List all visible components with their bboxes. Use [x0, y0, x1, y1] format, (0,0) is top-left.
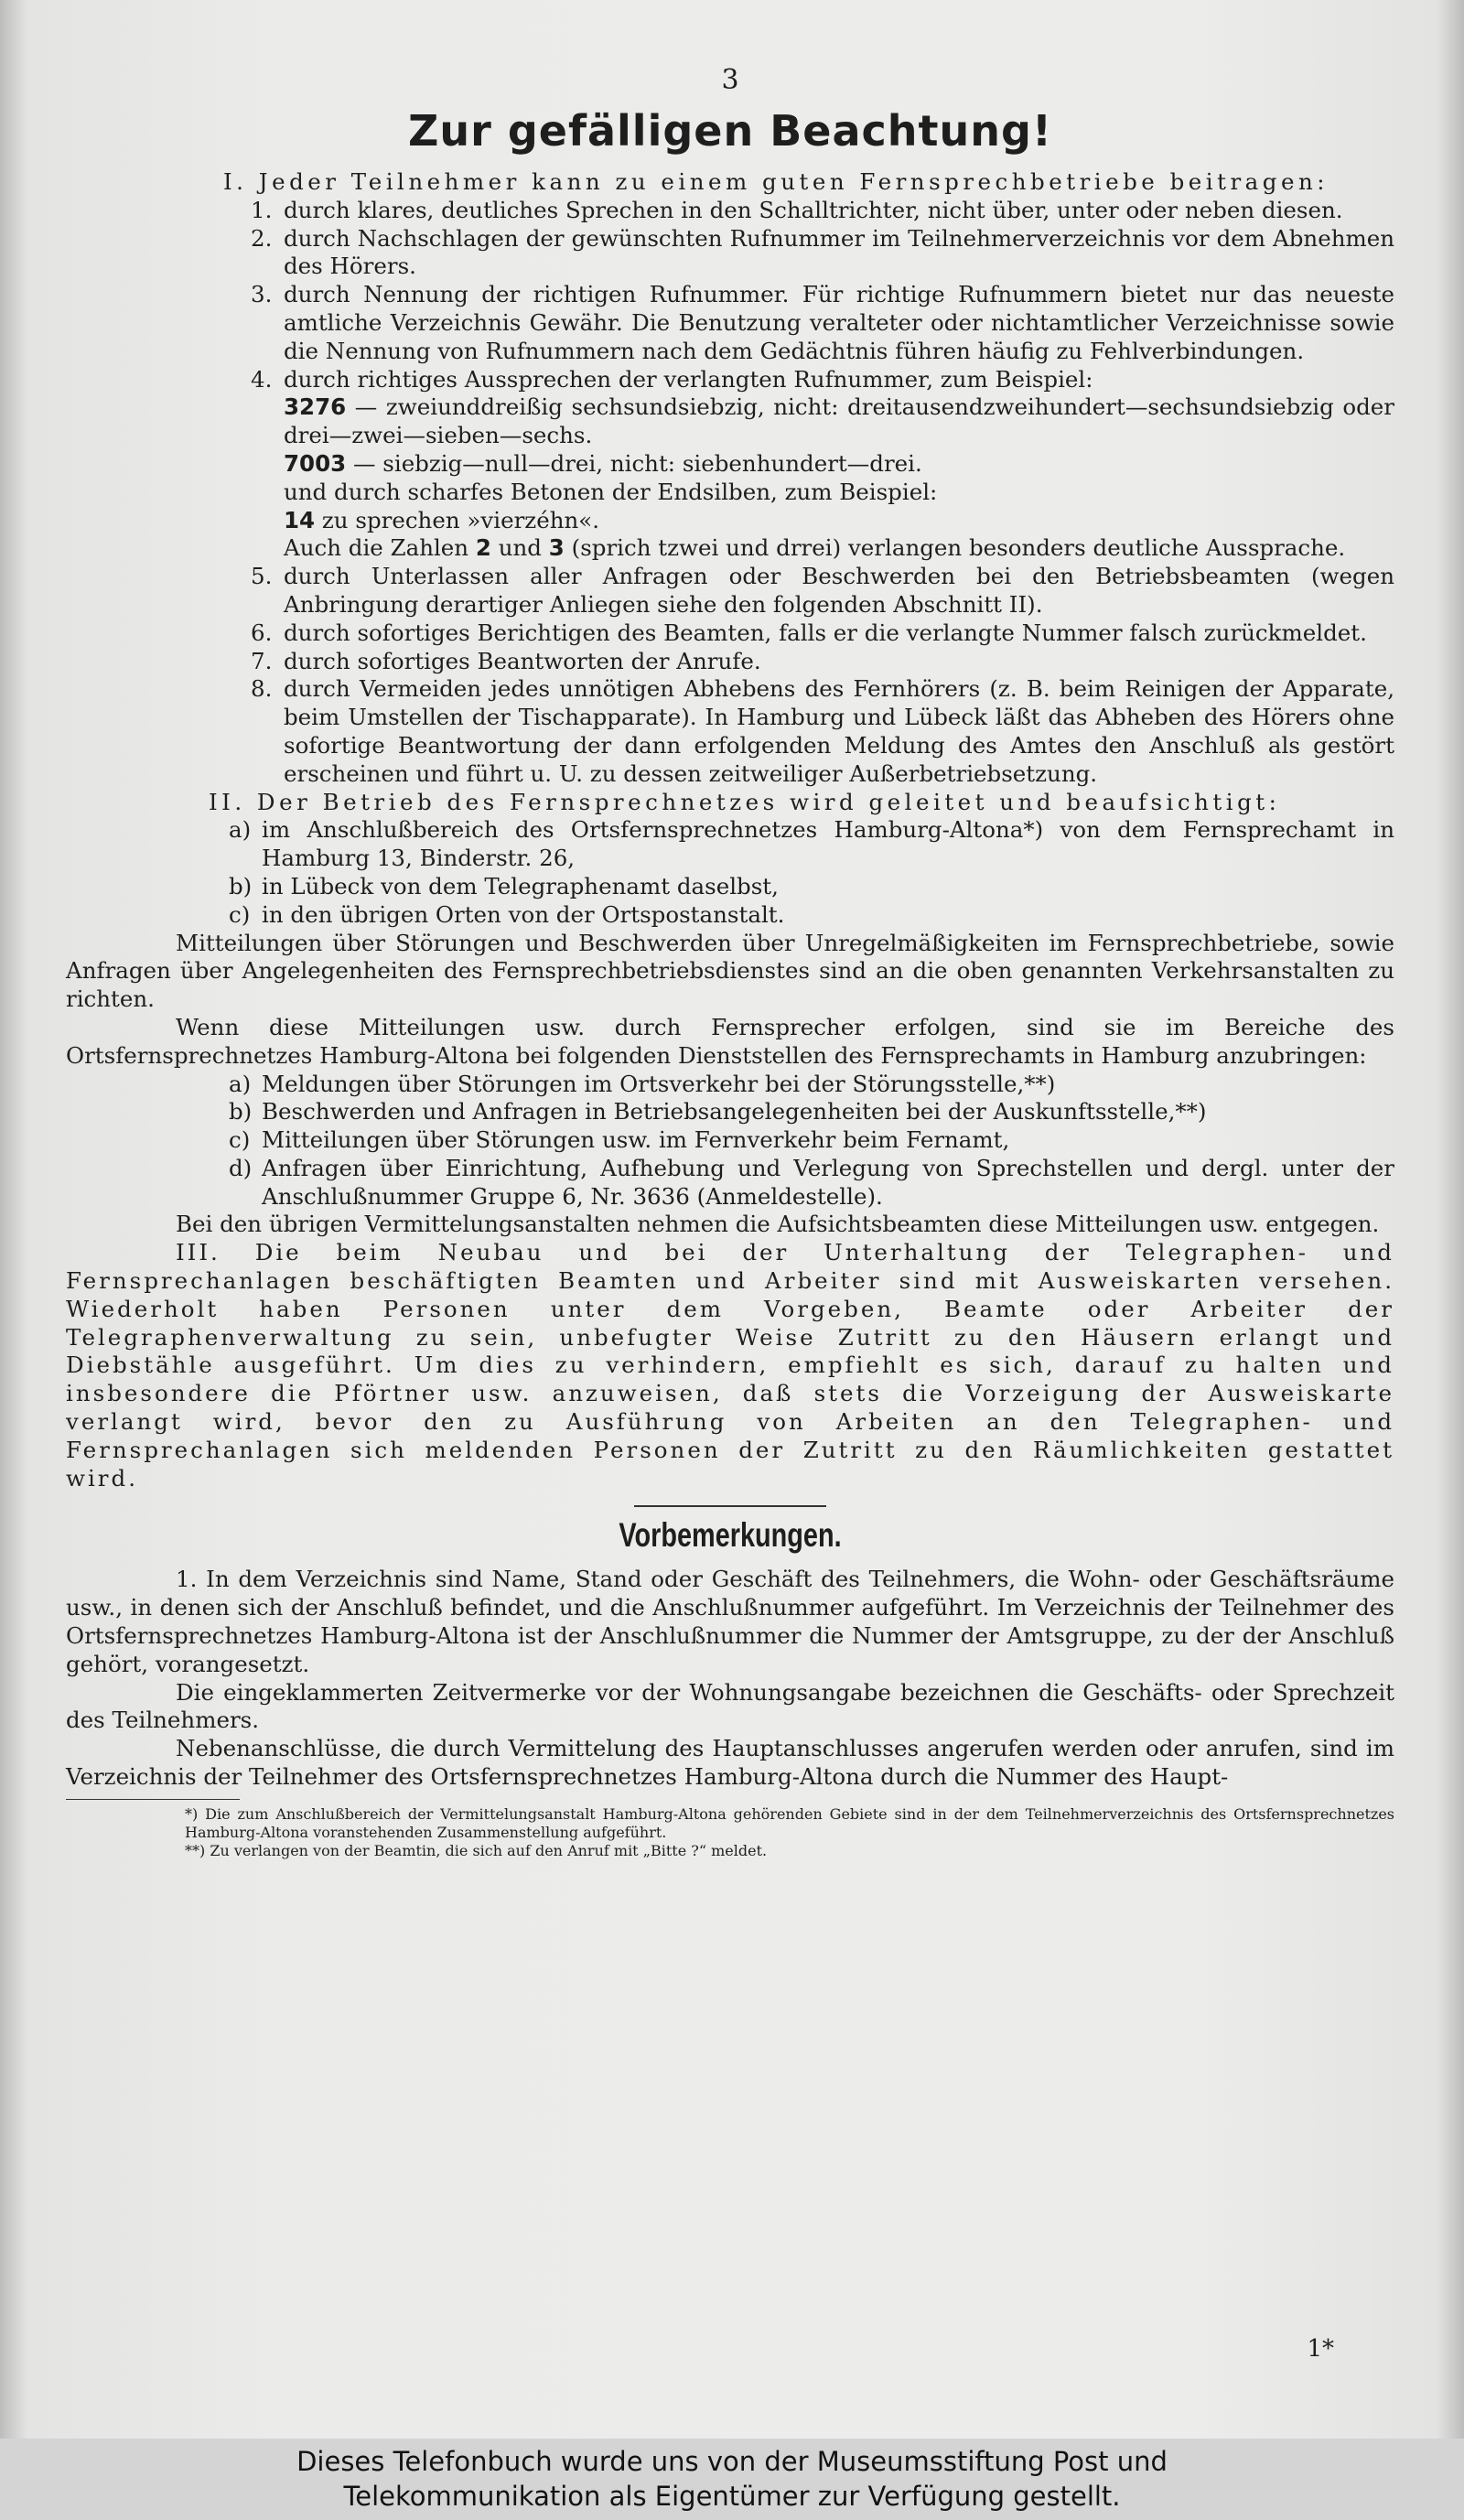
example-number: 2 — [475, 534, 491, 562]
item-text: Mitteilungen über Störungen usw. im Fernverkehr beim Fernamt, — [262, 1126, 1010, 1154]
item-text: durch richtiges Aussprechen der verlangten Rufnummer, zum Beispiel: — [284, 365, 1093, 393]
list-item — [66, 1126, 1394, 1155]
item-number: 2. — [251, 224, 273, 252]
example-text: zu sprechen »vierzéhn«. — [315, 506, 600, 533]
paragraph: Bei den übrigen Vermittelungsanstalten nehmen die Aufsichtsbeamten diese Mitteilungen usw. entgegen. — [176, 1211, 1380, 1238]
list-item — [66, 1155, 1394, 1212]
section-2 — [66, 789, 1394, 1240]
item-number: 3. — [251, 281, 273, 308]
list-item — [66, 648, 1394, 676]
list-item — [66, 197, 1394, 225]
item-text: durch Vermeiden jedes unnötigen Abhebens des Fernhörers (z. B. beim Reinigen der Apparate, beim Umstellen der Tischapparate). In Hamburg und Lübeck läßt das Abheben des Hörers ohne sofortige Beantwortung der dann erfolgenden Meldung des Amtes den Anschluß als gestört erscheinen und führt u. U. zu dessen zeitweiliger Außerbetriebsetzung. — [284, 675, 1394, 787]
example-number: 7003 — [284, 449, 347, 477]
section-1-heading: I. Jeder Teilnehmer kann zu einem guten Fernsprechbetriebe beitragen: — [223, 168, 1329, 195]
paragraph: Nebenanschlüsse, die durch Vermittelung des Hauptanschlusses angerufen werden oder anrufen, sind im Verzeichnis der Teilnehmer des Ortsfernsprechnetzes Hamburg-Altona durch die Nummer des Haupt- — [66, 1735, 1394, 1791]
vorbemerkungen — [66, 1566, 1394, 1791]
item-text: durch sofortiges Beantworten der Anrufe. — [284, 647, 761, 674]
item-letter: b) — [229, 872, 253, 899]
item-letter: c) — [229, 1126, 251, 1154]
section-3-text: III. Die beim Neubau und bei der Unterhaltung der Telegraphen- und Fernsprechanlagen beschäftigten Beamten und Arbeiter sind mit Ausweiskarten versehen. Wiederholt haben Personen unter dem Vorgeben, Beamte oder Arbeiter der Telegraphenverwaltung zu sein, unbefugter Weise Zutritt zu den Häusern erlangt und Diebstähle ausgeführt. Um dies zu verhindern, empfiehlt es sich, darauf zu halten und insbesondere die Pförtner usw. anzuweisen, daß stets die Vorzeigung der Ausweiskarte verlangt wird, bevor den zu Ausführung von Arbeiten an den Telegraphen- und Fernsprechanlagen sich meldenden Personen der Zutritt zu den Räumlichkeiten gestattet wird. — [66, 1239, 1394, 1492]
example-text: und — [490, 534, 549, 562]
list-item — [66, 281, 1394, 365]
caption-line: Telekommunikation als Eigentümer zur Verfügung gestellt. — [343, 2481, 1121, 2512]
list-item — [66, 619, 1394, 648]
item-text: Meldungen über Störungen im Ortsverkehr bei der Störungsstelle,**) — [262, 1070, 1056, 1097]
item-text: durch Unterlassen aller Anfragen oder Beschwerden bei den Betriebsbeamten (wegen Anbringung derartiger Anliegen siehe den folgenden Abschnitt II). — [284, 563, 1394, 618]
item-text: durch Nennung der richtigen Rufnummer. Für richtige Rufnummern bietet nur das neueste amtliche Verzeichnis Gewähr. Die Benutzung veralteter oder nichtamtlicher Verzeichnisse sowie die Nennung von Rufnummern nach dem Gedächtnis führen häufig zu Fehlverbindungen. — [284, 281, 1394, 364]
item-number: 6. — [251, 619, 273, 646]
item-text: durch klares, deutliches Sprechen in den Schalltrichter, nicht über, unter oder neben diesen. — [284, 196, 1343, 223]
item-number: 8. — [251, 675, 273, 703]
list-item — [66, 225, 1394, 282]
paragraph: Mitteilungen über Störungen und Beschwerden über Unregelmäßigkeiten im Fernsprechbetriebe, sowie Anfragen über Angelegenheiten des Fernsprechbetriebsdienstes sind an die oben genannten Verkehrsanstalten zu richten. — [66, 929, 1394, 1013]
item-number: 5. — [251, 563, 273, 590]
list-item — [66, 1098, 1394, 1126]
example-line: und durch scharfes Betonen der Endsilben, zum Beispiel: — [284, 478, 938, 505]
example-line — [66, 534, 1394, 563]
example-number: 3276 — [284, 393, 347, 421]
paragraph: 1. In dem Verzeichnis sind Name, Stand oder Geschäft des Teilnehmers, die Wohn- oder Geschäftsräume usw., in denen sich der Anschluß befindet, und die Anschlußnummer aufgeführt. Im Verzeichnis der Teilnehmer des Ortsfernsprechnetzes Hamburg-Altona ist der Anschlußnummer die Nummer der Amtsgruppe, zu der der Anschluß gehört, vorangesetzt. — [66, 1566, 1394, 1677]
section-1 — [66, 168, 1394, 789]
example-number: 3 — [548, 534, 565, 562]
item-text: im Anschlußbereich des Ortsfernsprechnetzes Hamburg-Altona*) von dem Fernsprechamt in Hamburg 13, Binderstr. 26, — [262, 816, 1394, 872]
page-title: Zur gefälligen Beachtung! — [408, 106, 1052, 156]
item-number: 4. — [251, 365, 273, 393]
list-item — [66, 366, 1394, 394]
section-3 — [66, 1239, 1394, 1492]
item-letter: d) — [229, 1154, 253, 1181]
list-item — [66, 873, 1394, 901]
page-content — [66, 55, 1394, 1860]
item-text: Anfragen über Einrichtung, Aufhebung und Verlegung von Sprechstellen und dergl. unter der Anschlußnummer Gruppe 6, Nr. 3636 (Anmeldestelle). — [262, 1154, 1394, 1210]
example-line — [66, 450, 1394, 479]
example-line — [66, 393, 1394, 450]
example-text: (sprich tzwei und drrei) verlangen besonders deutliche Aussprache. — [564, 534, 1346, 562]
footnote-divider — [66, 1799, 240, 1800]
paragraph: Die eingeklammerten Zeitvermerke vor der Wohnungsangabe bezeichnen die Geschäfts- oder Sprechzeit des Teilnehmers. — [66, 1678, 1394, 1734]
example-text: — siebzig—null—drei, nicht: siebenhundert—drei. — [346, 449, 922, 477]
item-letter: a) — [229, 816, 252, 844]
footnote: *) Die zum Anschlußbereich der Vermittelungsanstalt Hamburg-Altona gehörenden Gebiete sind in der dem Teilnehmerverzeichnis des Ortsfernsprechnetzes Hamburg-Altona voranstehenden Zusammenstellung aufgeführt. — [185, 1804, 1394, 1841]
item-letter: b) — [229, 1098, 253, 1125]
divider — [634, 1505, 826, 1507]
section-title: Vorbemerkungen. — [619, 1516, 842, 1555]
section-2-heading: II. Der Betrieb des Fernsprechnetzes wird geleitet und beaufsichtigt: — [209, 788, 1281, 815]
footnotes — [66, 1805, 1394, 1860]
item-text: durch sofortiges Berichtigen des Beamten, falls er die verlangte Nummer falsch zurückmeldet. — [284, 619, 1367, 646]
item-number: 7. — [251, 647, 273, 674]
item-letter: c) — [229, 900, 251, 928]
item-letter: a) — [229, 1070, 252, 1097]
list-item — [66, 675, 1394, 788]
caption-line: Dieses Telefonbuch wurde uns von der Museumsstiftung Post und — [296, 2446, 1168, 2477]
list-item — [66, 563, 1394, 619]
list-item — [66, 816, 1394, 873]
example-number: 14 — [284, 506, 316, 533]
item-number: 1. — [251, 196, 273, 223]
page-number: 3 — [721, 64, 739, 96]
list-item — [66, 901, 1394, 930]
footnote: **) Zu verlangen von der Beamtin, die sich auf den Anruf mit „Bitte ?“ meldet. — [185, 1841, 768, 1859]
example-text: — zweiunddreißig sechsundsiebzig, nicht: dreitausendzweihundert—sechsundsiebzig oder drei—zwei—sieben—sechs. — [284, 393, 1394, 449]
list-item — [66, 1071, 1394, 1099]
item-text: in Lübeck von dem Telegraphenamt daselbst, — [262, 872, 779, 899]
example-text: Auch die Zahlen — [284, 534, 476, 562]
source-caption — [0, 2439, 1464, 2520]
example-line — [66, 507, 1394, 535]
signature-mark: 1* — [1307, 2335, 1334, 2363]
item-text: Beschwerden und Anfragen in Betriebsangelegenheiten bei der Auskunftsstelle,**) — [262, 1098, 1207, 1125]
item-text: in den übrigen Orten von der Ortspostanstalt. — [262, 900, 785, 928]
paragraph: Wenn diese Mitteilungen usw. durch Fernsprecher erfolgen, sind sie im Bereiche des Ortsfernsprechnetzes Hamburg-Altona bei folgenden Dienststellen des Fernsprechamts in Hamburg anzubringen: — [66, 1013, 1394, 1069]
item-text: durch Nachschlagen der gewünschten Rufnummer im Teilnehmerverzeichnis vor dem Abnehmen des Hörers. — [284, 224, 1394, 280]
